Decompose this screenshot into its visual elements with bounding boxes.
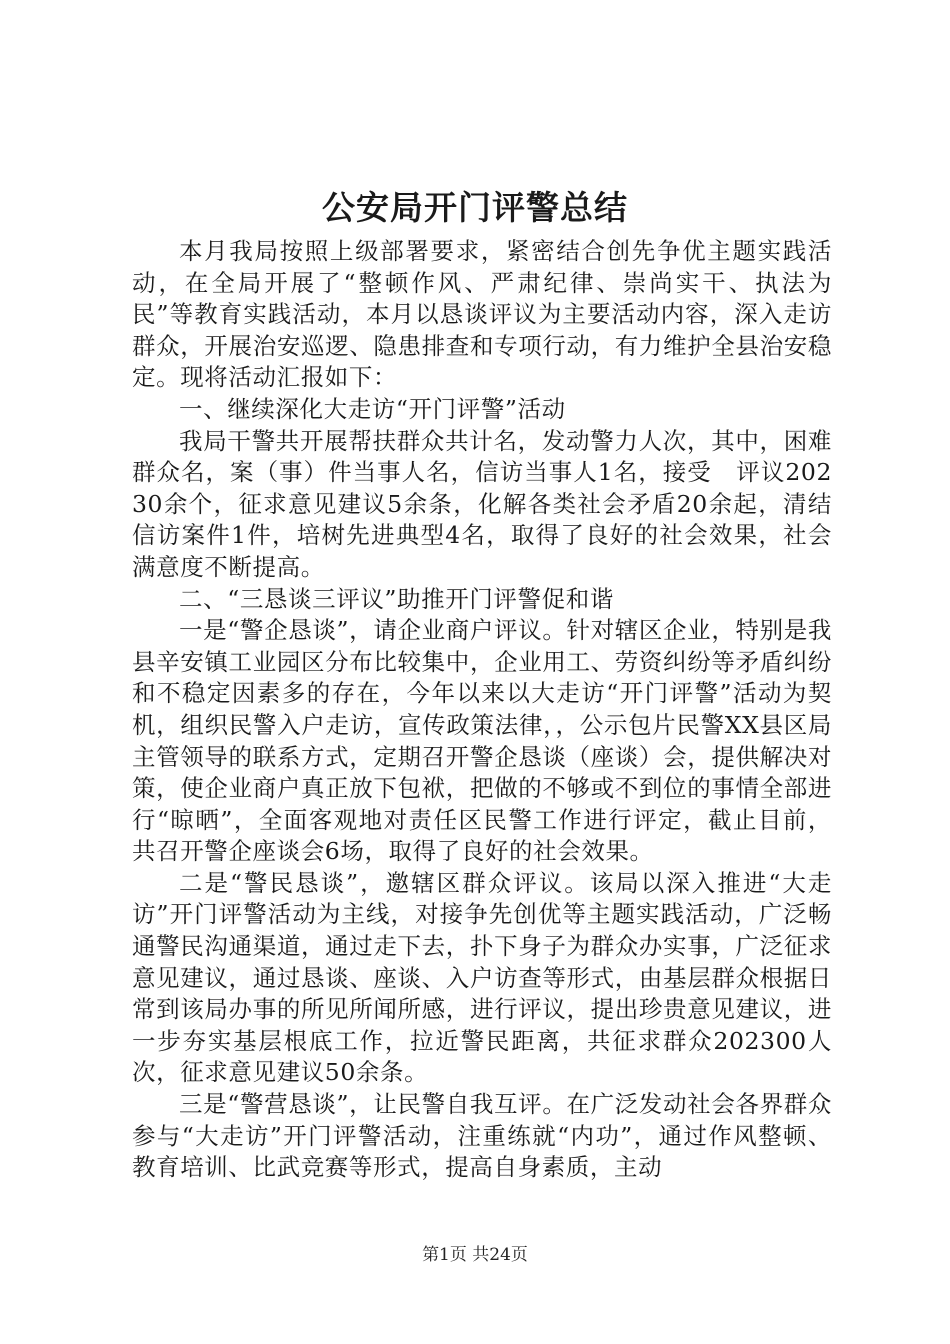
- section-heading-1: 一、继续深化大走访“开门评警”活动: [179, 394, 566, 423]
- section-1-paragraph: 我局干警共开展帮扶群众共计名，发动警力人次，其中，困难群众名，案（事）件当事人名，信访当事人1名，接受 评议20230余个，征求意见建议5余条，化解各类社会矛盾20余起，清结信访案件1件，培树先进典型4名，取得了良好的社会效果，社会满意度不断提高。: [132, 426, 832, 581]
- public-talk-paragraph: 二是“警民恳谈”，邀辖区群众评议。该局以深入推进“大走访”开门评警活动为主线，对接争先创优等主题实践活动，广泛畅通警民沟通渠道，通过走下去，扑下身子为群众办实事，广泛征求意见建议，通过恳谈、座谈、入户访查等形式，由基层群众根据日常到该局办事的所见所闻所感，进行评议，提出珍贵意见建议，进一步夯实基层根底工作，拉近警民距离，共征求群众202300人次，征求意见建议50余条。: [132, 868, 832, 1087]
- document-title: 公安局开门评警总结: [322, 188, 628, 227]
- enterprise-talk-paragraph: 一是“警企恳谈”，请企业商户评议。针对辖区企业，特别是我县辛安镇工业园区分布比较集中，企业用工、劳资纠纷等矛盾纠纷和不稳定因素多的存在，今年以来以大走访“开门评警”活动为契机，组织民警入户走访，宣传政策法律，，公示包片民警XX县区局主管领导的联系方式，定期召开警企恳谈（座谈）会，提供解决对策，使企业商户真正放下包袱，把做的不够或不到位的事情全部进行“晾晒”，全面客观地对责任区民警工作进行评定，截止目前，共召开警企座谈会6场，取得了良好的社会效果。: [132, 616, 832, 866]
- section-heading-2: 二、“三恳谈三评议”助推开门评警促和谐: [179, 584, 614, 613]
- intro-paragraph: 本月我局按照上级部署要求，紧密结合创先争优主题实践活动，在全局开展了“整顿作风、严肃纪律、崇尚实干、执法为民”等教育实践活动，本月以恳谈评议为主要活动内容，深入走访群众，开展治安巡逻、隐患排查和专项行动，有力维护全县治安稳定。现将活动汇报如下：: [132, 237, 832, 392]
- document-body: [132, 236, 832, 1184]
- police-talk-paragraph: 三是“警营恳谈”，让民警自我互评。在广泛发动社会各界群众参与“大走访”开门评警活动，注重练就“内功”，通过作风整顿、教育培训、比武竞赛等形式，提高自身素质，主动: [132, 1090, 832, 1182]
- page-number: 第1页 共24页: [422, 1245, 528, 1265]
